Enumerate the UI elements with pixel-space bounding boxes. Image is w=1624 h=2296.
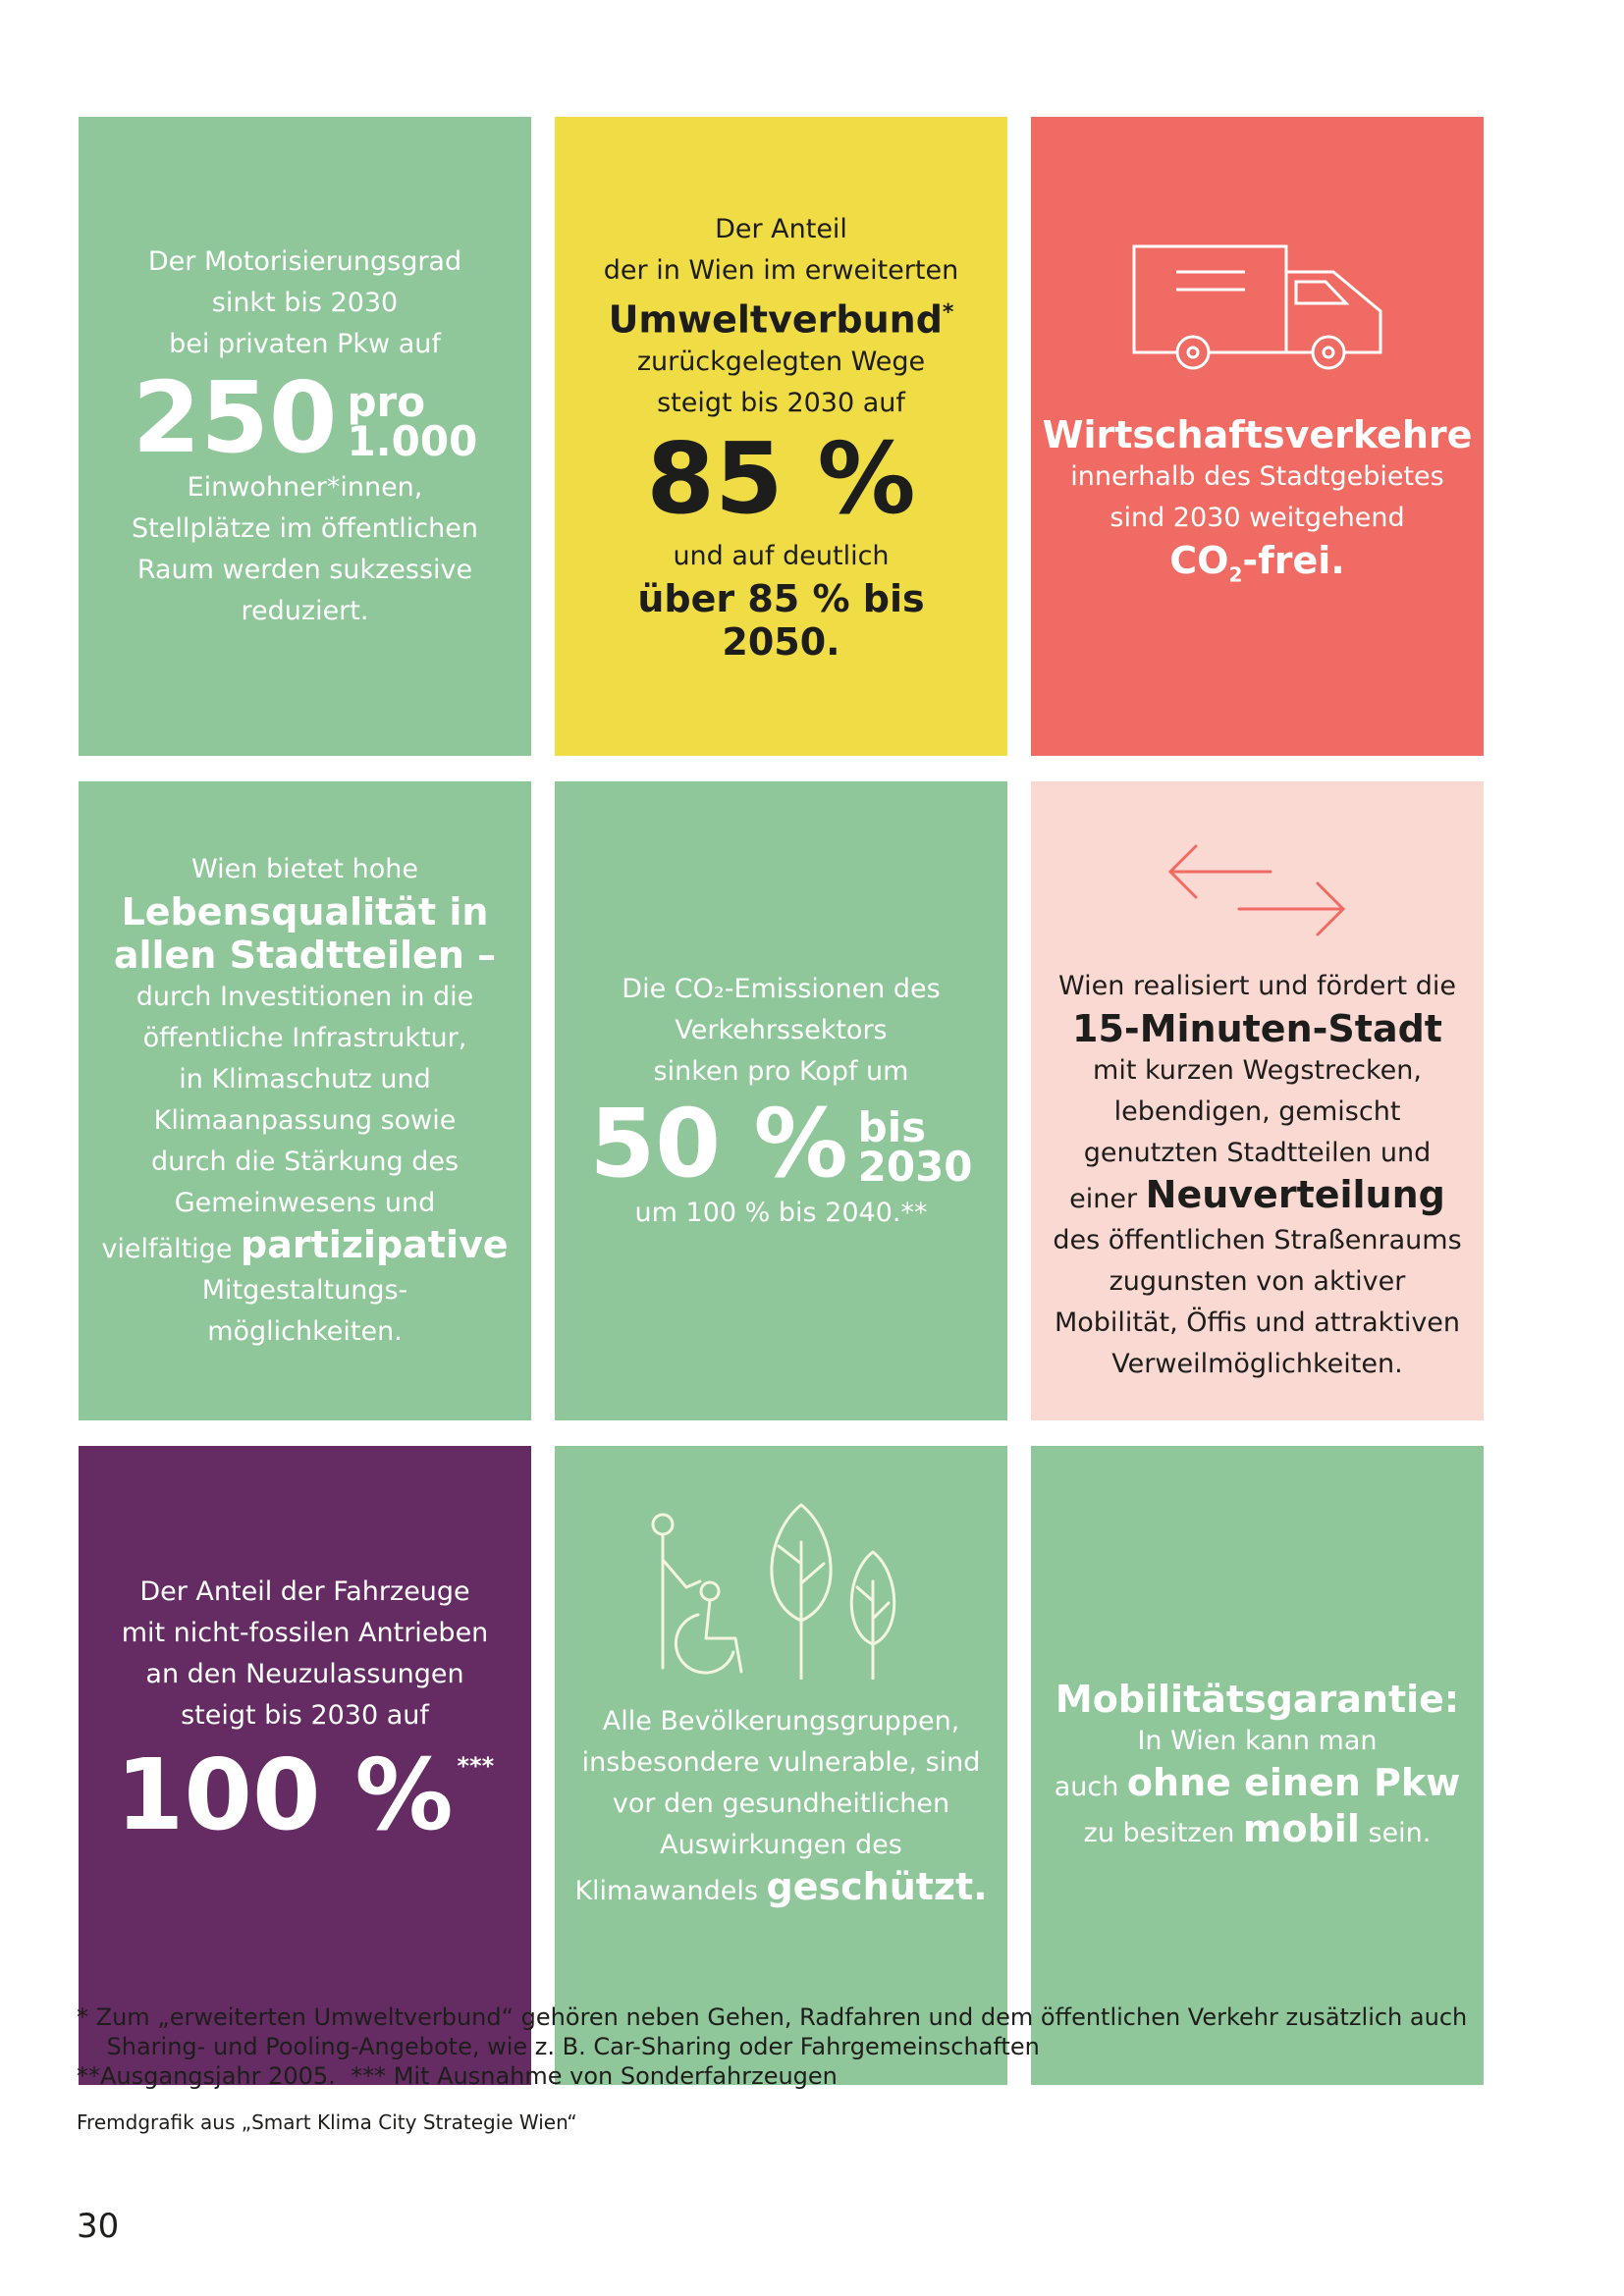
tile-motorization [79, 117, 531, 756]
text-line: Raum werden sukzessive [136, 554, 473, 585]
text-part: einer [1069, 1184, 1138, 1214]
text-line [1055, 1762, 1461, 1808]
co2-suffix: -frei. [1242, 539, 1345, 582]
highlight: Wirtschaftsverkehre [1042, 413, 1473, 456]
text-line [1069, 1174, 1445, 1220]
highlight-inline: mobil [1242, 1806, 1360, 1850]
co2-text: CO [1169, 539, 1229, 582]
tile-15-minute-city [1031, 781, 1484, 1420]
text-line: Der Anteil [715, 214, 847, 245]
highlight-inline: geschützt. [766, 1865, 988, 1908]
big-number [132, 359, 478, 475]
co2-free [1169, 539, 1344, 597]
text-line: In Wien kann man [1137, 1725, 1378, 1756]
text-part: auch [1054, 1771, 1119, 1802]
tile-co2-emissions [555, 781, 1007, 1420]
big-number-value: 250 [132, 359, 338, 475]
text-line: steigt bis 2030 auf [657, 387, 905, 418]
unit-top: pro [347, 377, 426, 426]
text-line: Klimaanpassung sowie [153, 1105, 457, 1136]
tile-quality-of-life [79, 781, 531, 1420]
text-line: genutzten Stadtteilen und [1083, 1138, 1432, 1168]
text-line: Der Motorisierungsgrad [147, 245, 462, 277]
arrows-icon [1166, 842, 1349, 938]
highlight-inline: Neuverteilung [1145, 1173, 1445, 1216]
text-line: Mitgestaltungs- [201, 1275, 408, 1306]
text-line: Stellplätze im öffentlichen [132, 512, 478, 544]
co2-subscript: 2 [1228, 562, 1243, 587]
people-trees-icon [649, 1503, 914, 1680]
tile-non-fossil-vehicles [79, 1446, 531, 2085]
text-line: insbesondere vulnerable, sind [581, 1747, 981, 1778]
big-number-unit [857, 1102, 973, 1191]
text-line: öffentliche Infrastruktur, [142, 1023, 467, 1053]
text-line: um 100 % bis 2040.** [634, 1197, 928, 1228]
text-line: Mobilität, Öffis und attraktiven [1054, 1308, 1461, 1338]
tile-mobility-guarantee [1031, 1446, 1484, 2085]
big-number-value: 100 % [115, 1737, 454, 1852]
text-line: steigt bis 2030 auf [181, 1700, 429, 1731]
tile-environmental-alliance [555, 117, 1007, 756]
text-line: mit nicht-fossilen Antrieben [121, 1618, 489, 1648]
highlight-inline: partizipative [241, 1223, 509, 1266]
source-note: Fremdgrafik aus „Smart Klima City Strategie Wien“ [77, 2110, 577, 2134]
big-number-value: 50 % [589, 1088, 848, 1199]
text-line: sind 2030 weitgehend [1110, 503, 1405, 533]
text-line: in Klimaschutz und [179, 1064, 431, 1095]
footnote-marker: * [942, 300, 954, 326]
text-line: Auswirkungen des [660, 1830, 902, 1860]
page-number: 30 [77, 2207, 120, 2246]
text-line: innerhalb des Stadtgebietes [1070, 461, 1444, 492]
unit-bottom: 2030 [857, 1142, 973, 1191]
truck-icon [1132, 242, 1383, 372]
highlight [609, 292, 954, 342]
footnote: **Ausgangsjahr 2005. *** Mit Ausnahme von Sonderfahrzeugen [77, 2062, 838, 2090]
text-line: Verweilmöglichkeiten. [1111, 1349, 1403, 1379]
footnote: Sharing- und Pooling-Angebote, wie z. B. Car-Sharing oder Fahrgemeinschaften [77, 2033, 1040, 2060]
text-line: sinken pro Kopf um [653, 1055, 909, 1087]
highlight: über 85 % bis 2050. [637, 576, 925, 664]
text-line: mit kurzen Wegstrecken, [1093, 1055, 1422, 1086]
unit-top: bis [857, 1102, 927, 1151]
text-line: sinkt bis 2030 [211, 287, 399, 318]
big-number-value: 85 % [646, 420, 916, 536]
text-line: möglichkeiten. [207, 1316, 403, 1347]
highlight: allen Stadtteilen – [113, 934, 497, 977]
text-line: Wien realisiert und fördert die [1058, 971, 1456, 1001]
highlight: Mobilitätsgarantie: [1055, 1677, 1460, 1721]
text-line: Die CO₂-Emissionen des [622, 973, 941, 1004]
big-number [115, 1737, 495, 1852]
text-line: durch die Stärkung des [150, 1147, 460, 1177]
highlight-inline: ohne einen Pkw [1126, 1760, 1461, 1804]
text-line: zurückgelegten Wege [636, 346, 926, 377]
footnote-marker: *** [457, 1752, 495, 1780]
highlight-text: Umweltverbund [608, 297, 943, 342]
big-number-unit [347, 377, 478, 465]
text-line: reduziert. [241, 595, 369, 626]
tile-commercial-traffic [1031, 117, 1484, 756]
text-line: vor den gesundheitlichen [612, 1789, 950, 1819]
highlight: 15-Minuten-Stadt [1072, 1007, 1442, 1050]
footnote: * Zum „erweiterten Umweltverbund“ gehören neben Gehen, Radfahren und dem öffentlichen Verkehr zusätzlich auch [77, 2003, 1468, 2031]
text-line: bei privaten Pkw auf [169, 328, 441, 359]
text-line [574, 1866, 987, 1912]
big-number [589, 1088, 973, 1199]
highlight: Lebensqualität in [121, 890, 489, 934]
text-line [1084, 1808, 1432, 1854]
text-line: Alle Bevölkerungsgruppen, [602, 1706, 960, 1736]
text-line: an den Neuzulassungen [145, 1659, 464, 1689]
text-line: Der Anteil der Fahrzeuge [139, 1576, 470, 1607]
text-line: zugunsten von aktiver [1109, 1266, 1406, 1297]
text-line: durch Investitionen in die [135, 982, 474, 1012]
text-part: vielfältige [101, 1234, 233, 1264]
text-line: Wien bietet hohe [191, 854, 418, 884]
text-line [101, 1224, 508, 1270]
text-part: sein. [1368, 1817, 1432, 1848]
text-line: Verkehrssektors [675, 1014, 888, 1045]
unit-bottom: 1.000 [347, 416, 478, 465]
text-part: Klimawandels [574, 1876, 758, 1906]
text-line: des öffentlichen Straßenraums [1053, 1225, 1462, 1255]
text-line: lebendigen, gemischt [1113, 1096, 1401, 1127]
text-line: Gemeinwesens und [174, 1188, 436, 1218]
text-part: zu besitzen [1083, 1817, 1235, 1848]
tile-vulnerable-groups [555, 1446, 1007, 2085]
text-line: der in Wien im erweiterten [603, 255, 959, 287]
text-line: Einwohner*innen, [187, 471, 423, 503]
text-line: und auf deutlich [673, 540, 890, 571]
